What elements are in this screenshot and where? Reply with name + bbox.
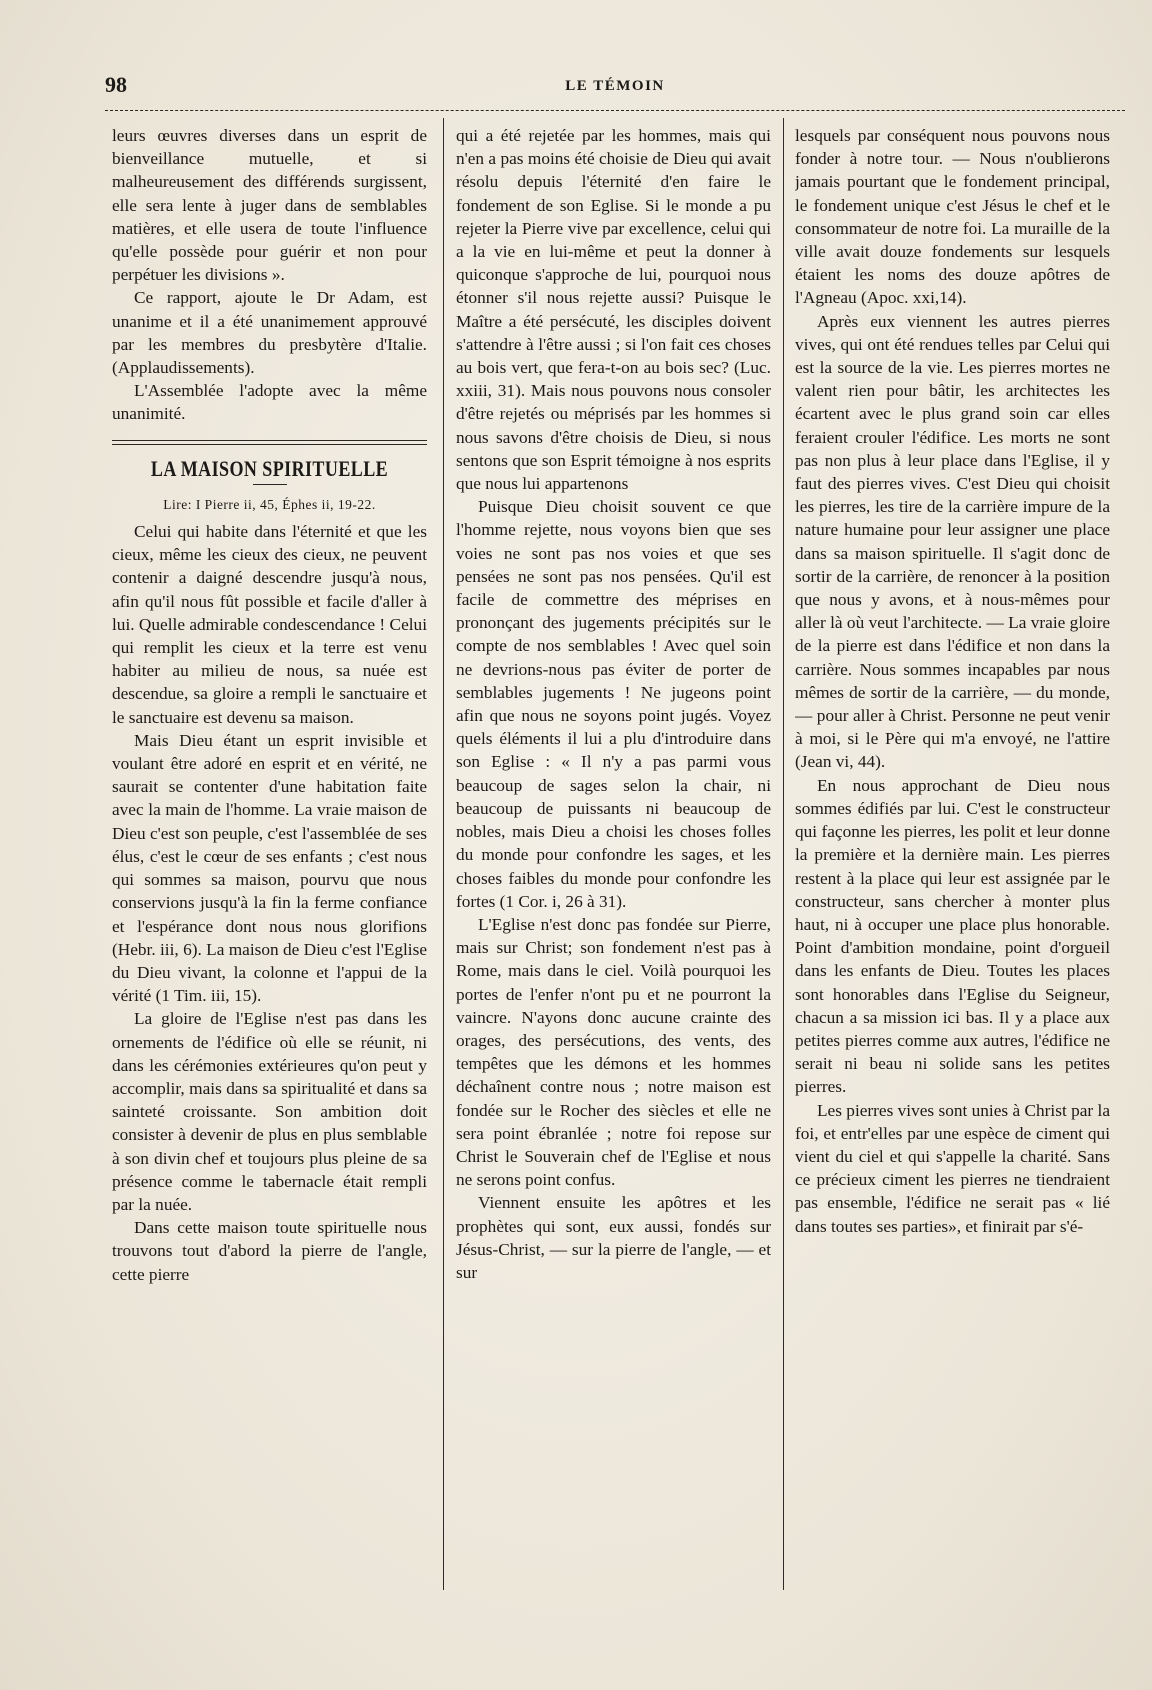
paragraph: En nous approchant de Dieu nous sommes édifiés par lui. C'est le constructeur qui façonne les pierres, les polit et leur donne la première et la dernière main. Les pierres restent à la place qui leur est assignée par le constructeur, sans chercher à monter plus haut, ni à occuper une place plus honorable. Point d'ambition mondaine, point d'orgueil dans les enfants de Dieu. Toutes les places sont honorables dans l'Eglise du Seigneur, chacun a sa mission ici bas. Il y a place aux petites pierres comme aux autres, l'édifice ne serait ni beau ni solide sans les petites pierres. bbox=[795, 775, 1110, 1097]
column-3 bbox=[795, 124, 1110, 1590]
column-2 bbox=[456, 124, 771, 1590]
paragraph: Dans cette maison toute spirituelle nous trouvons tout d'abord la pierre de l'angle, cette pierre bbox=[112, 1218, 427, 1284]
column-divider bbox=[443, 118, 444, 1590]
separator-rule bbox=[112, 444, 427, 445]
header-rule bbox=[105, 110, 1125, 111]
paragraph: qui a été rejetée par les hommes, mais qui n'en a pas moins été choisie de Dieu qui avait résolu depuis l'éternité d'en faire le fondement de son Eglise. Si le monde a pu rejeter la Pierre vive par excellence, celui qui a la vie en lui-même et peut la donner à quiconque s'approche de lui, pourquoi nous étonner s'il nous rejette aussi? Puisque le Maître a été persécuté, les disciples doivent s'attendre à l'être aussi ; si l'on fait ces choses au bois vert, que fera-t-on au bois sec? (Luc. xxiii, 31). Mais nous pouvons nous consoler d'être rejetés ou méprisés par les hommes si nous savons d'être choisis de Dieu, si nous sentons que son Esprit témoigne à nos esprits que nous lui appartenons bbox=[456, 126, 771, 494]
section-separator bbox=[112, 440, 427, 445]
paragraph: Après eux viennent les autres pierres vives, qui ont été rendues telles par Celui qui est la source de la vie. Les pierres mortes ne valent rien pour bâtir, les architectes les écartent avec le plus grand soin car elles feraient crouler l'édifice. Les morts ne sont pas non plus à leur place dans l'Eglise, il y faut des pierres vives. C'est Dieu qui choisit les pierres, les tire de la carrière impure de la nature humaine pour leur assigner une place dans sa maison spirituelle. Il s'agit donc de sortir de la carrière, de renoncer à la position que nous y avons, et à nous-mêmes pour aller là où veut l'architecte. — La vraie gloire de la pierre est dans l'édifice et non dans la carrière. Nous sommes incapables par nous mêmes de sortir de la carrière, — du monde, — pour aller à Christ. Personne ne peut venir à moi, si le Père qui m'a envoyé, ne l'attire (Jean vi, 44). bbox=[795, 311, 1110, 772]
paragraph: La gloire de l'Eglise n'est pas dans les ornements de l'édifice où elle se réunit, ni dans les cérémonies extérieures qu'on peut y accomplir, mais dans sa spiritualité et dans sa sainteté croissante. Son ambition doit consister à devenir de plus en plus semblable à son divin chef et toujours plus pleine de sa présence comme le tabernacle était rempli par la nuée. bbox=[112, 1009, 427, 1214]
section-title: LA MAISON SPIRITUELLE bbox=[150, 455, 389, 481]
paragraph: Viennent ensuite les apôtres et les prophètes qui sont, eux aussi, fondés sur Jésus-Christ, — sur la pierre de l'angle, — et sur bbox=[456, 1193, 771, 1282]
paragraph: Ce rapport, ajoute le Dr Adam, est unanime et il a été unanimement approuvé par les membres du presbytère d'Italie. (Applaudissements). bbox=[112, 288, 427, 378]
paragraph: Puisque Dieu choisit souvent ce que l'homme rejette, nous voyons bien que ses voies ne sont pas nos voies et que ses pensées ne sont pas nos pensées. Qu'il est facile de commettre des méprises en prononçant des jugements précipités sur le compte de nos semblables ! Avec quel soin ne devrions-nous pas éviter de porter de semblables jugements ! Ne jugeons point afin que nous ne soyons point jugés. Voyez quels éléments il lui a plu d'introduire dans son Eglise : « Il n'y a pas parmi vous beaucoup de sages selon la chair, ni beaucoup de puissants ni beaucoup de nobles, mais Dieu a choisi les choses folles du monde pour confondre les sages, et les choses faibles du monde pour confondre les fortes (1 Cor. i, 26 à 31). bbox=[456, 497, 771, 911]
column-divider bbox=[783, 118, 784, 1590]
paragraph: Celui qui habite dans l'éternité et que les cieux, même les cieux des cieux, ne peuvent contenir a daigné descendre jusqu'à nous, afin qu'il nous fût possible et facile d'aller à lui. Quelle admirable condescendance ! Celui qui remplit les cieux et la terre est venu habiter au milieu de nous, sa nuée est descendue, sa gloire a rempli le sanctuaire et le sanctuaire est devenu sa maison. bbox=[112, 522, 427, 727]
page-header bbox=[105, 72, 1125, 100]
paragraph: Les pierres vives sont unies à Christ par la foi, et entr'elles par une espèce de ciment qui vient du ciel et qui s'appelle la charité. Sans ce précieux ciment les pierres ne tiendraient pas ensemble, l'édifice ne serait pas « lié dans toutes ses parties», et finirait par s'é- bbox=[795, 1100, 1110, 1236]
paragraph: L'Eglise n'est donc pas fondée sur Pierre, mais sur Christ; son fondement n'est pas à Rome, mais dans le ciel. Voilà pourquoi les portes de l'enfer n'ont pu et ne pourront la vaincre. N'ayons donc aucune crainte des orages, des persécutions, des vents, des tempêtes que les démons et les hommes déchaînent contre nous ; notre maison est fondée sur le Rocher des siècles et elle ne sera point ébranlée ; notre foi repose sur Christ le Souverain chef de l'Eglise et nous ne serons point confus. bbox=[456, 914, 771, 1190]
paragraph: L'Assemblée l'adopte avec la même unanimité. bbox=[112, 381, 427, 424]
reading-reference: Lire: I Pierre ii, 45, Éphes ii, 19-22. bbox=[163, 496, 376, 512]
journal-title: LE TÉMOIN bbox=[565, 78, 665, 94]
paragraph: lesquels par conséquent nous pouvons nous fonder à notre tour. — Nous n'oublierons jamais pourtant que le fondement principal, le fondement unique c'est Jésus le chef et le consommateur de notre foi. La muraille de la ville avait douze fondements sur lesquels étaient les noms des douze apôtres de l'Agneau (Apoc. xxi,14). bbox=[795, 126, 1110, 308]
page-number: 98 bbox=[105, 72, 127, 97]
paragraph: Mais Dieu étant un esprit invisible et voulant être adoré en esprit et en vérité, ne saurait se contenter d'une habitation faite avec la main de l'homme. La vraie maison de Dieu c'est son peuple, c'est l'assemblée de ses élus, c'est le cœur de ses enfants ; c'est nous qui sommes sa maison, pourvu que nous conservions jusqu'à la fin la ferme confiance et l'espérance dont nous nous glorifions (Hebr. iii, 6). La maison de Dieu c'est l'Eglise du Dieu vivant, la colonne et l'appui de la vérité (1 Tim. iii, 15). bbox=[112, 730, 427, 1006]
title-underline bbox=[253, 484, 287, 485]
separator-rule bbox=[112, 440, 427, 441]
column-1 bbox=[112, 124, 427, 1590]
paragraph: leurs œuvres diverses dans un esprit de bienveillance mutuelle, et si malheureusement des différends surgissent, elle sera lente à juger dans de semblables matières, et elle usera de toute l'influence qu'elle possède pour guérir et non pour perpétuer les divisions ». bbox=[112, 126, 427, 285]
